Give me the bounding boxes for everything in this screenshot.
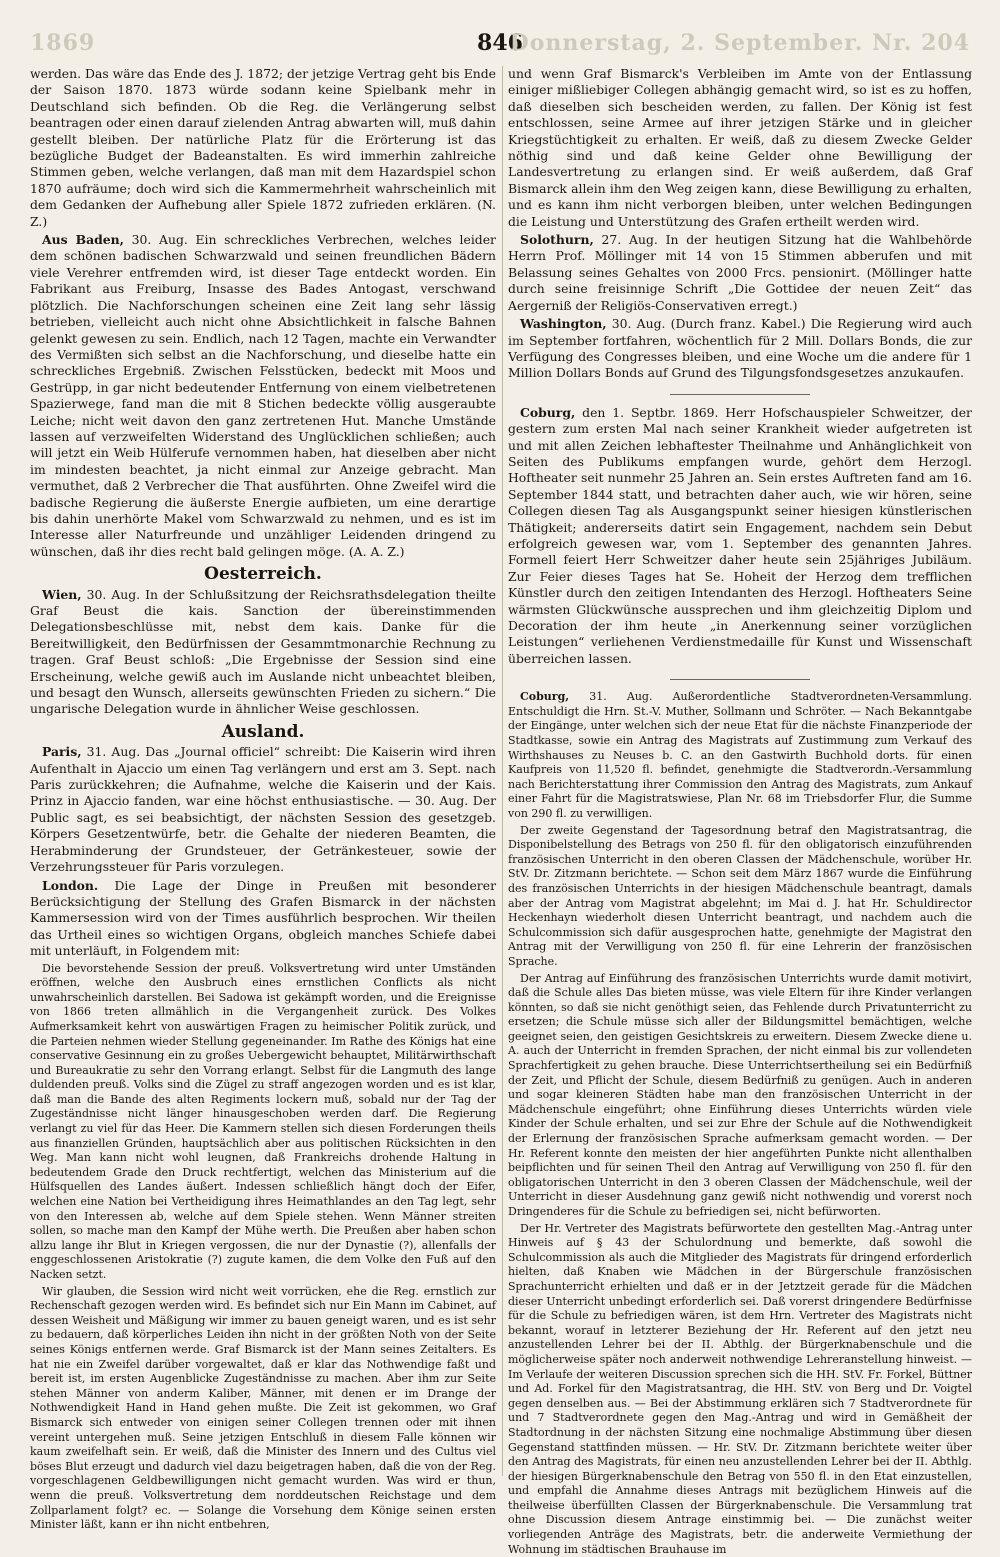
- article-washington: [508, 316, 972, 382]
- article-baden-text: 30. Aug. Ein schreckliches Verbrechen, welches leider dem schönen badischen Schwarzwald und seinen freundlichen Bädern viele Verehrer entfremden wird, ist dieser Tage entdeckt worden. Ein Fabrikant aus Freiburg, Insasse des Bades Antogast, verschwand plötzlich. Die Nachforschungen scheinen eine Zeit lang sehr lässig betrieben, vielleicht auch nicht ohne Absichtlichkeit in falsche Bahnen gelenkt gewesen zu sein. Endlich, nach 12 Tagen, machte ein Verwandter des Vermißten sich selbst an die Nachforschung, und dieselbe hatte ein schreckliches Ergebniß. Zwischen Felsstücken, bedeckt mit Moos und Gestrüpp, in gar nicht bedeutender Entfernung von einem vielbetretenen Spazierwege, fand man die mit 8 Stichen bedeckte völlig ausgeraubte Leiche; nicht weit davon den ganz zertretenen Hut. Manche Umstände lassen auf verzweifelten Widerstand des Unglücklichen schließen; auch will jetzt ein Weib Hülferufe vernommen haben, hat dieselben aber nicht im mindesten beachtet, ja nicht einmal zur Anzeige gebracht. Man vermuthet, daß 2 Verbrecher die That ausführten. Ohne Zweifel wird die badische Regierung die äußerste Energie aufbieten, um eine derartige bis dahin unerhörte Makel vom Schwarzwald zu nehmen, und es ist im Interesse aller Naturfreunde und unzähliger Leidenden dringend zu wünschen, daß ihr dies recht bald gelingen möge. (A. A. Z.): [30, 232, 496, 559]
- article-london-text: Die Lage der Dinge in Preußen mit besonderer Berücksichtigung der Stellung des Grafen Bismarck in der nächsten Kammersession wird von der Times ausführlich besprochen. Wir theilen das Urtheil eines so wichtigen Organs, obgleich manches Schiefe dabei mit unterläuft, in Folgendem mit:: [30, 877, 496, 959]
- right-column: [508, 66, 972, 1556]
- section-heading-oesterreich: Oesterreich.: [204, 564, 322, 585]
- left-column: [30, 66, 496, 1532]
- dateline-solothurn: Solothurn,: [520, 232, 594, 248]
- article-wien-text: 30. Aug. In der Schlußsitzung der Reichsrathsdelegation theilte Graf Beust die kais. Sanction der übereinstimmenden Delegationsbeschlüsse mit, nebst dem kais. Danke für die Bereitwilligkeit, den Bedürfnissen der Gesammtmonarchie Rechnung zu tragen. Graf Beust schloß: „Die Ergebnisse der Session sind eine Erscheinung, welche gewiß auch im Auslande nicht unbeachtet bleiben, und besagt den Wunsch, allerseits gewünschten Frieden zu sichern.“ Die ungarische Delegation wurde in ähnlicher Weise geschlossen.: [30, 586, 496, 717]
- article-coburg-schweitzer: [508, 405, 972, 668]
- dateline-wien: Wien,: [42, 586, 82, 602]
- section-rule: [670, 679, 810, 680]
- bleed-through-header-right: Donnerstag, 2. September. Nr. 204: [509, 30, 970, 56]
- coburg-paragraph-3: Der Antrag auf Einführung des französischen Unterrichts wurde damit motivirt, daß die Schule alles Das bieten müsse, was viele Eltern für ihre Kinder verlangen könnten, so daß sie nicht genöthigt seien, das Fehlende durch Privatunterricht zu ersetzen; die Schule müsse sich aller der Bildungsmittel bemächtigen, welche geeignet seien, den geistigen Gesichtskreis zu erweitern. Diesem Zwecke diene u. A. auch der Unterricht in fremden Sprachen, der nicht einmal bis zur vollendeten Sprachfertigkeit zu gehen brauche. Diese Unterrichtsertheilung sei ein Bedürfniß der Zeit, und Pflicht der Schule, diesem Bedürfniß zu genügen. Auch in anderen und sogar kleineren Städten habe man den französischen Unterricht in der Mädchenschule eingeführt; ohne Einführung dieses Unterrichts würden viele Kinder der Schule erhalten, und sei zur Ehre der Schule auf die Nothwendigkeit der Erlernung der französischen Sprache aufmerksam gemacht worden. — Der Hr. Referent konnte den meisten der hier angeführten Punkte nicht allenthalben beipflichten und für seinen Theil den Antrag auf Verwilligung von 250 fl. für den obligatorischen Unterricht in den 3 oberen Classen der Mädchenschule, weil der Unterricht in dieser Ausdehnung ganz gewiß nicht nothwendig und vorerst noch Dringenderes für die Schule zu befriedigen sei, nicht befürworten.: [508, 971, 972, 1218]
- column-divider: [502, 66, 503, 1476]
- dateline-paris: Paris,: [42, 744, 82, 760]
- article-coburg-stadtverordnete: [508, 690, 972, 821]
- paragraph-spielbank: werden. Das wäre das Ende des J. 1872; der jetzige Vertrag geht bis Ende der Saison 1870. 1873 würde sodann keine Spielbank mehr in Deutschland sich befinden. Ob die Reg. die Verlängerung selbst beantragen oder einen darauf zielenden Antrag abwarten will, muß dahin gestellt bleiben. Der natürliche Platz für die Erörterung ist das bezügliche Budget der Badeanstalten. Es wird immerhin zahlreiche Stimmen geben, welche verlangen, daß man mit dem Hazardspiel schon 1870 aufräume; doch wird sich die Kammermehrheit wahrscheinlich mit dem Gedanken der Aufhebung aller Spiele 1872 zufrieden erklären. (N. Z.): [30, 66, 496, 229]
- section-rule: [670, 394, 810, 395]
- dateline-coburg-1: Coburg,: [520, 404, 576, 420]
- article-wien: [30, 587, 496, 718]
- page-header: [30, 30, 970, 70]
- bleed-through-header-left: 1869: [30, 30, 96, 56]
- dateline-london: London.: [42, 877, 99, 893]
- article-baden: [30, 232, 496, 560]
- times-quote-paragraph-1: Die bevorstehende Session der preuß. Volksvertretung wird unter Umständen eröffnen, welche den Ausbruch eines ernstlichen Conflicts als nicht unwahrscheinlich darstellen. Bei Sadowa ist gekämpft worden, und die Ereignisse von 1866 treten allmählich in die Vergangenheit zurück. Des Volkes Aufmerksamkeit kehrt von auswärtigen Fragen zu heimischer Politik zurück, und die Parteien nehmen wieder Stellung gegeneinander. Im Rathe des Königs hat eine conservative Gesinnung ein zu großes Uebergewicht behauptet, Militärwirthschaft und Bureaukratie zu sehr den Vorrang erlangt. Selbst für die Langmuth des lange duldenden preuß. Volks sind die Zügel zu straff angezogen worden und es ist klar, daß man die Bande des alten Regiments lockern muß, sobald nur der Tag der Zugeständnisse nicht länger hinausgeschoben werden darf. Die Regierung verlangt zu viel für das Heer. Die Kammern stellen sich diesen Forderungen theils aus finanziellen Gründen, hauptsächlich aber aus politischen Rücksichten in den Weg. Man kann nicht wohl leugnen, daß Frankreichs drohende Haltung in bedeutendem Grade den Druck rechtfertigt, welchen das Ministerium auf die Hülfsquellen des Landes äußert. Indessen schließlich hängt doch der Eifer, welchen eine Nation bei Vertheidigung ihres Heimathlandes an den Tag legt, sehr von den Interessen ab, welche auf dem Spiele stehen. Wenn Männer streiten sollen, so mache man den Kampf der Mühe werth. Die Preußen aber haben schon allzu lange ihr Blut in Kriegen vergossen, die nur der Dynastie (?), allenfalls der enggeschlossenen Aristokratie (?) zugute kamen, die dem Volke den Fuß auf den Nacken setzt.: [30, 961, 496, 1281]
- page-number: 846: [477, 30, 523, 56]
- article-coburg-schweitzer-text: den 1. Septbr. 1869. Herr Hofschauspieler Schweitzer, der gestern zum ersten Mal nach seiner Krankheit wieder aufgetreten ist und mit allen Zeichen lebhaftester Theilnahme und Anhänglichkeit von Seiten des Publikums empfangen wurde, gehört dem Herzogl. Hoftheater seit nunmehr 25 Jahren an. Sein erstes Auftreten fand am 16. September 1844 statt, und betrachten daher auch, wie wir hören, seine Collegen diesen Tag als Ausgangspunkt seiner hiesigen künstlerischen Thätigkeit; andererseits datirt sein Engagement, nachdem sein Debut erfolgreich gewesen war, vom 1. September des genannten Jahres. Formell feiert Herr Schweitzer daher heute sein 25jähriges Jubiläum. Zur Feier dieses Tages hat Se. Hoheit der Herzog dem trefflichen Künstler durch den zeitigen Intendanten des Herzogl. Hoftheaters Seine wärmsten Glückwünsche aussprechen und ihm gleichzeitig Diplom und Decoration der ihm heute „in Anerkennung seiner vorzüglichen Leistungen“ verliehenen Verdienstmedaille für Kunst und Wissenschaft überreichen lassen.: [508, 404, 972, 666]
- article-solothurn: [508, 232, 972, 314]
- section-heading-ausland: Ausland.: [221, 721, 305, 742]
- article-washington-text: 30. Aug. (Durch franz. Kabel.) Die Regierung wird auch im September fortfahren, wöchentlich für 2 Mill. Dollars Bonds, die zur Verfügung des Congresses bleiben, und eine Woche um die andere für 1 Million Dollars Bonds auf Grund des Tilgungsfondsgesetzes anzukaufen.: [508, 316, 972, 381]
- dateline-baden: Aus Baden,: [42, 232, 124, 248]
- coburg-paragraph-2: Der zweite Gegenstand der Tagesordnung betraf den Magistratsantrag, die Disponibelstellung des Betrags von 250 fl. für den obligatorisch einzuführenden französischen Unterricht in den oberen Classen der Mädchenschule, worüber Hr. StV. Dr. Zitzmann berichtete. — Schon seit dem März 1867 wurde die Einführung des französischen Unterrichts in der hiesigen Mädchenschule beantragt, damals aber der Antrag vom Magistrat abgelehnt; im Mai d. J. hat Hr. Schuldirector Heckenhayn wiederholt diesen Unterricht beantragt, und nachdem auch die Schulcommission sich dafür ausgesprochen hatte, genehmigte der Magistrat den Antrag mit der Verwilligung von 250 fl. für eine Lehrerin der französischen Sprache.: [508, 823, 972, 968]
- article-london: [30, 878, 496, 960]
- paragraph-bismarck-continued: und wenn Graf Bismarck's Verbleiben im Amte von der Entlassung einiger mißliebiger Collegen abhängig gemacht wird, so ist es zu hoffen, daß dieselben sich bescheiden werden, zu fallen. Der König ist fest entschlossen, seine Armee auf ihrer jetzigen Stärke und in gleicher Kriegstüchtigkeit zu erhalten. Er weiß, daß zu diesem Zwecke Gelder nöthig sind und daß keine Gelder ohne Bewilligung der Landesvertretung zu erlangen sind. Er weiß außerdem, daß Graf Bismarck allein ihm den Weg zeigen kann, diese Bewilligung zu erhalten, und es kann ihm nicht verborgen bleiben, unter welchen Bedingungen die Leistung und Unterstützung des Grafen ertheilt werden wird.: [508, 66, 972, 229]
- article-paris-text: 31. Aug. Das „Journal officiel“ schreibt: Die Kaiserin wird ihren Aufenthalt in Ajaccio um einen Tag verlängern und erst am 3. Sept. nach Paris zurückkehren; die Aufnahme, welche die Kaiserin und der Kais. Prinz in Ajaccio fanden, war eine höchst enthusiastische. — 30. Aug. Der Public sagt, es sei beabsichtigt, der nächsten Session des gesetzgeb. Körpers Gesetzentwürfe, betr. die Gehalte der niederen Beamten, die Herabminderung der Grundsteuer, der Getränkesteuer, sowie der Verzehrungssteuer für Paris vorzulegen.: [30, 744, 496, 875]
- dateline-coburg-2: Coburg,: [520, 690, 570, 704]
- article-solothurn-text: 27. Aug. In der heutigen Sitzung hat die Wahlbehörde Herrn Prof. Möllinger mit 14 von 15 Stimmen abberufen und mit Belassung seines Gehaltes von 2000 Frcs. pensionirt. (Möllinger hatte durch seine freisinnige Schrift „Die Gottidee der neuen Zeit“ das Aergerniß der Religiös-Conservativen erregt.): [508, 232, 972, 313]
- coburg-paragraph-4: Der Hr. Vertreter des Magistrats befürwortete den gestellten Mag.-Antrag unter Hinweis auf § 43 der Schulordnung und bemerkte, daß sowohl die Schulcommission als auch die Mitglieder des Magistrats für dringend erforderlich hielten, daß Knaben wie Mädchen in der Bürgerschule französischen Sprachunterricht erhielten und daß er in der Jetztzeit gerade für die Mädchen dieser Unterricht unbedingt erforderlich sei. Daß vorerst dringendere Bedürfnisse für die Schule zu befriedigen wären, ist dem Hrn. Vertreter des Magistrats nicht bekannt, worauf in letzterer Beziehung der Hr. Referent auf den jetzt neu anzustellenden Lehrer bei der II. Abthlg. der Bürgerknabenschule und die möglicherweise später noch anderweit nothwendige Lehreranstellung hinweist. — Im Verlaufe der weiteren Discussion sprechen sich die HH. StV. Fr. Forkel, Büttner und Ad. Forkel für den Magistratsantrag, die HH. StV. von Berg und Dr. Voigtel gegen denselben aus. — Bei der Abstimmung erklären sich 7 Stadtverordnete für und 7 Stadtverordnete gegen den Mag.-Antrag und wird in Gemäßheit der Stadtordnung in der nächsten Sitzung eine nochmalige Abstimmung über diesen Gegenstand stattfinden müssen. — Hr. StV. Dr. Zitzmann berichtete weiter über den Antrag des Magistrats, für einen neu anzustellenden Lehrer bei der II. Abthlg. der hiesigen Bürgerknabenschule den Betrag von 550 fl. in den Etat einzustellen, und empfahl die Annahme dieses Antrags mit bezüglichem Hinweis auf die theilweise überfüllten Classen der Bürgerknabenschule. Die Versammlung trat ohne Discussion diesem Antrage einstimmig bei. — Die zunächst weiter vorliegenden Anträge des Magistrats, betr. die anderweite Vermiethung der Wohnung im städtischen Brauhause im: [508, 1221, 972, 1556]
- dateline-washington: Washington,: [520, 316, 607, 332]
- article-paris: [30, 744, 496, 875]
- article-coburg-stadtverordnete-text: 31. Aug. Außerordentliche Stadtverordneten-Versammlung. Entschuldigt die Hrn. St.-V. Muther, Sollmann und Schröter. — Nach Bekanntgabe der Eingänge, unter welchen sich der neue Etat für die nächste Finanzperiode der Stadtkasse, sowie ein Antrag des Magistrats auf Zustimmung zum Verkauf des Wirthshauses zu Neuses b. C. an den Gastwirth Buchhold dorts. für einen Kaufpreis von 11,520 fl. befindet, genehmigte die Stadtverordn.-Versammlung nach Berichterstattung ihrer Commission den Antrag des Magistrats, zum Ankauf einer Fahrt für die Magistratswiese, Plan Nr. 68 im Triebsdorfer Flur, die Summe von 290 fl. zu verwilligen.: [508, 690, 972, 820]
- times-quote-paragraph-2: Wir glauben, die Session wird nicht weit vorrücken, ehe die Reg. ernstlich zur Rechenschaft gezogen werden wird. Es befindet sich nur Ein Mann im Cabinet, auf dessen Weisheit und Mäßigung wir immer zu bauen geneigt waren, und es ist sehr zu bedauern, daß körperliches Leiden ihn nicht in der größten Noth von der Seite seines Königs entfernen werde. Graf Bismarck ist der Mann seines Zeitalters. Es hat nie ein Zweifel darüber vorgewaltet, daß er klar das Nothwendige faßt und bereit ist, im ersten Augenblicke Zugeständnisse zu machen. Aber ihm zur Seite stehen Männer von anderm Kaliber, Männer, mit denen er im Drange der Nothwendigkeit Hand in Hand gehen mußte. Die Zeit ist gekommen, wo Graf Bismarck sich entweder von einigen seiner Collegen trennen oder mit ihnen vereint untergehen muß. Seine jetzigen Entschluß in diesem Falle können wir kaum zweifelhaft sein. Er weiß, daß die Minister des Innern und des Cultus viel böses Blut erzeugt und dadurch viel dazu beigetragen haben, daß die von der Reg. vorgeschlagenen Geldbewilligungen nicht gemacht wurden. Was wird er thun, wenn die preuß. Volksvertretung dem norddeutschen Reichstage und dem Zollparlament folgt? ec. — Solange die Vorsehung dem Könige seinen ersten Minister läßt, kann er ihn nicht entbehren,: [30, 1284, 496, 1532]
